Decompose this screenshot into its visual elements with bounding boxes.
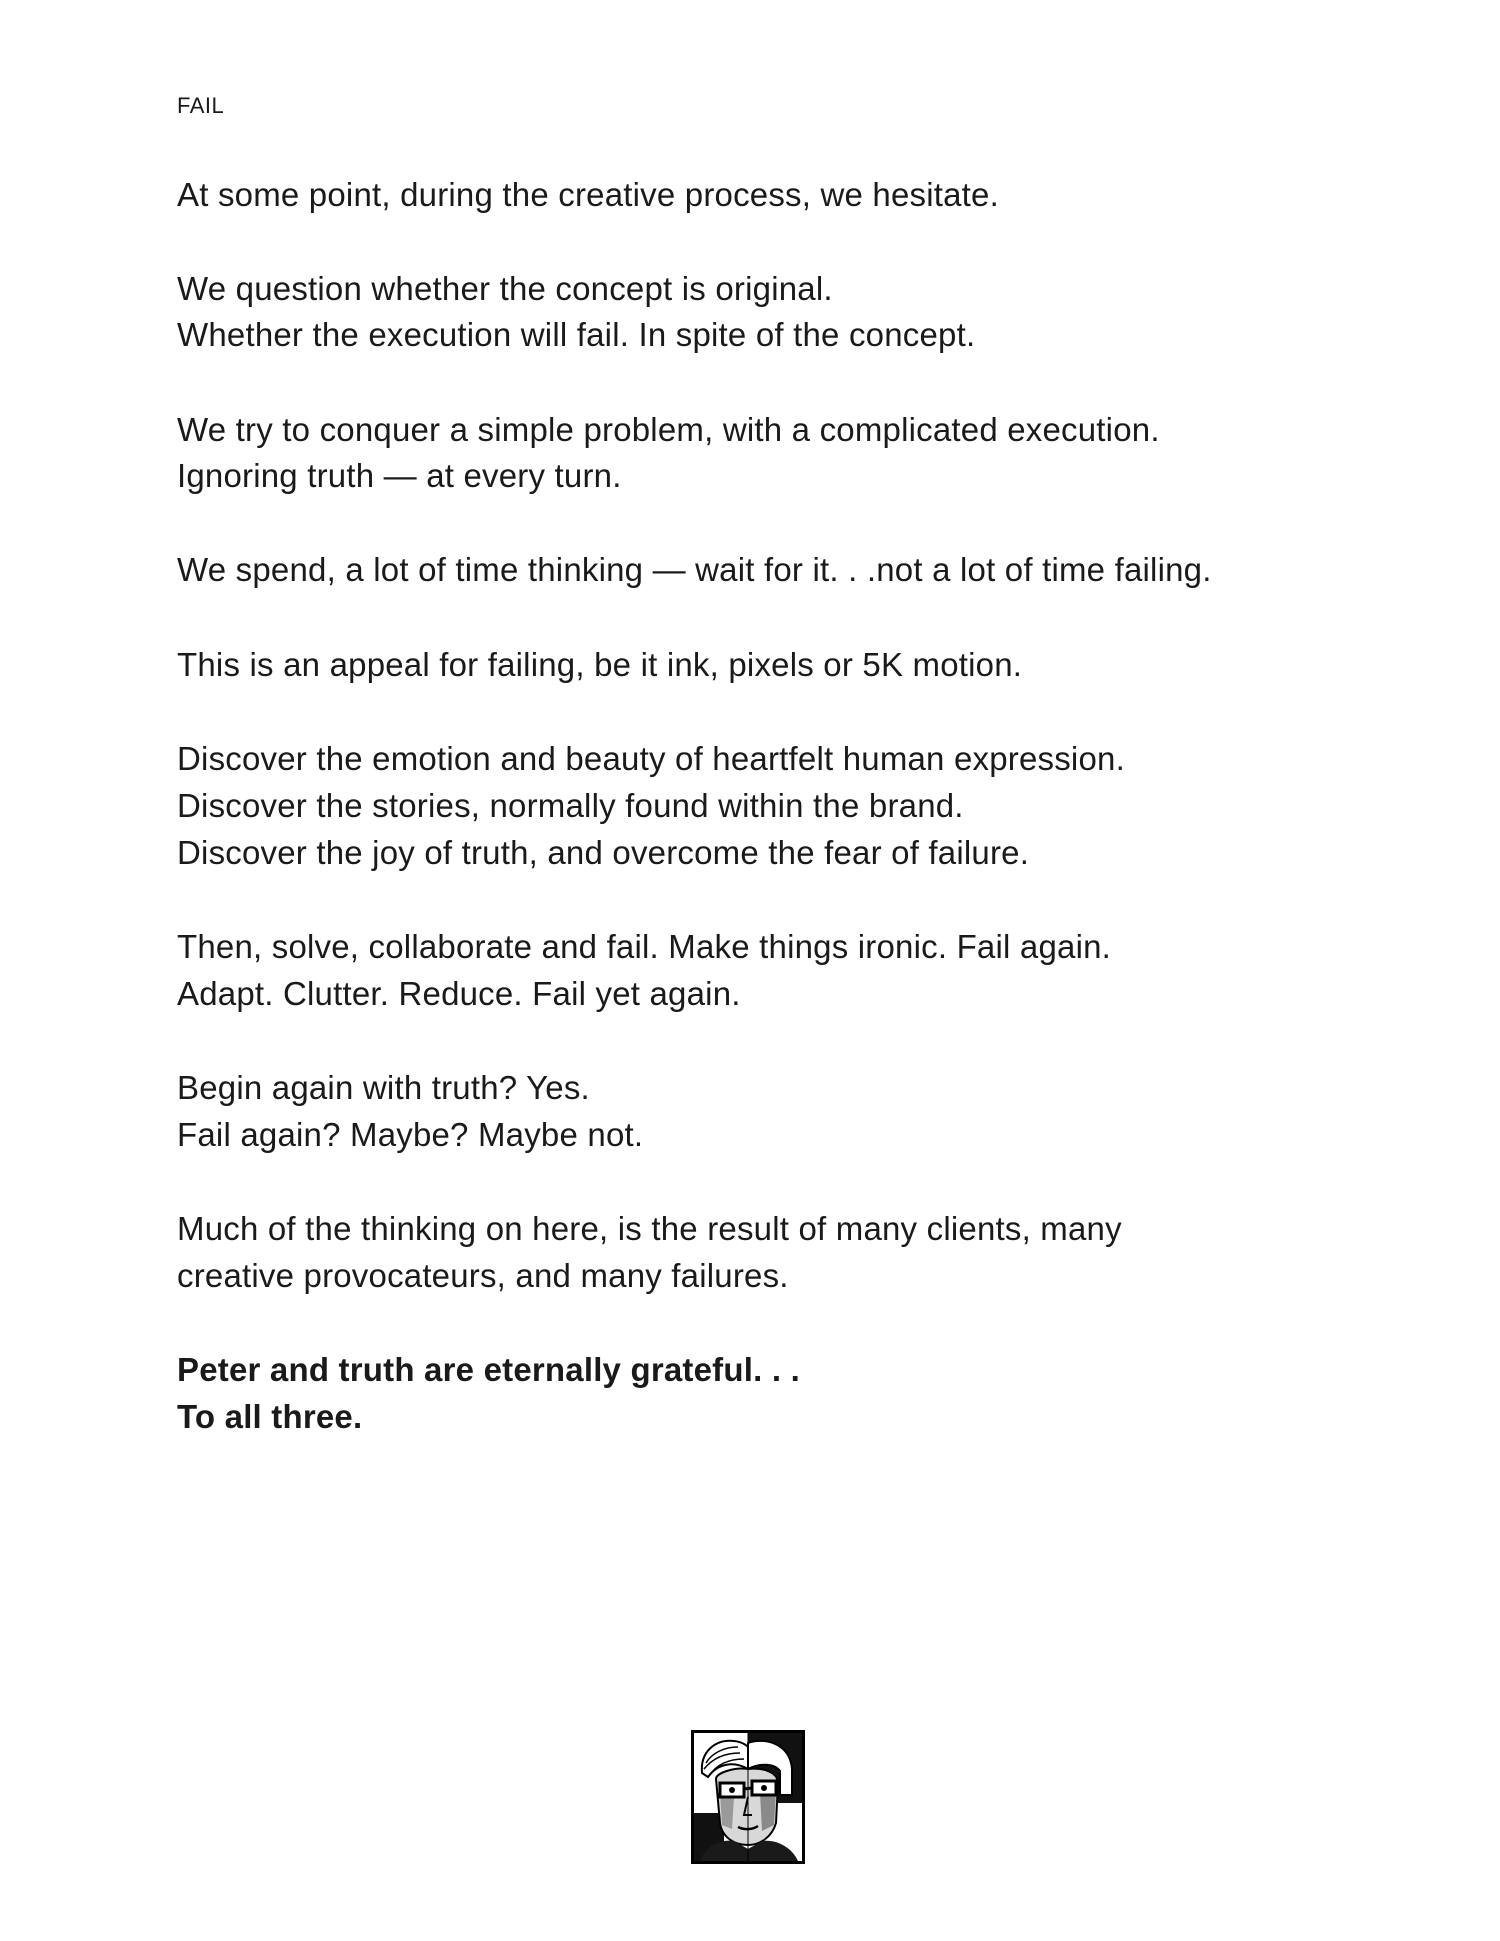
text-line: Then, solve, collaborate and fail. Make things ironic. Fail again.	[177, 928, 1112, 965]
text-line: creative provocateurs, and many failures.	[177, 1257, 789, 1294]
text-line: Whether the execution will fail. In spite of the concept.	[177, 316, 976, 353]
page-label: FAIL	[177, 93, 225, 118]
text-line: We try to conquer a simple problem, with a complicated execution.	[177, 411, 1160, 448]
text-line: This is an appeal for failing, be it ink, pixels or 5K motion.	[177, 646, 1023, 683]
text-line: Discover the joy of truth, and overcome the fear of failure.	[177, 834, 1030, 871]
text-line: Fail again? Maybe? Maybe not.	[177, 1116, 644, 1153]
text-line: Adapt. Clutter. Reduce. Fail yet again.	[177, 975, 741, 1012]
text-line: Ignoring truth — at every turn.	[177, 457, 622, 494]
portrait-illustration-icon	[691, 1730, 805, 1864]
text-line: Begin again with truth? Yes.	[177, 1069, 590, 1106]
text-line: Discover the stories, normally found within the brand.	[177, 787, 964, 824]
text-line: We question whether the concept is original.	[177, 270, 833, 307]
text-line: We spend, a lot of time thinking — wait for it. . .not a lot of time failing.	[177, 551, 1212, 588]
closing-line: Peter and truth are eternally grateful. . .	[177, 1351, 800, 1388]
closing-line: To all three.	[177, 1398, 363, 1435]
text-line: At some point, during the creative process, we hesitate.	[177, 176, 999, 213]
text-line: Discover the emotion and beauty of heartfelt human expression.	[177, 740, 1125, 777]
text-line: Much of the thinking on here, is the result of many clients, many	[177, 1210, 1122, 1247]
